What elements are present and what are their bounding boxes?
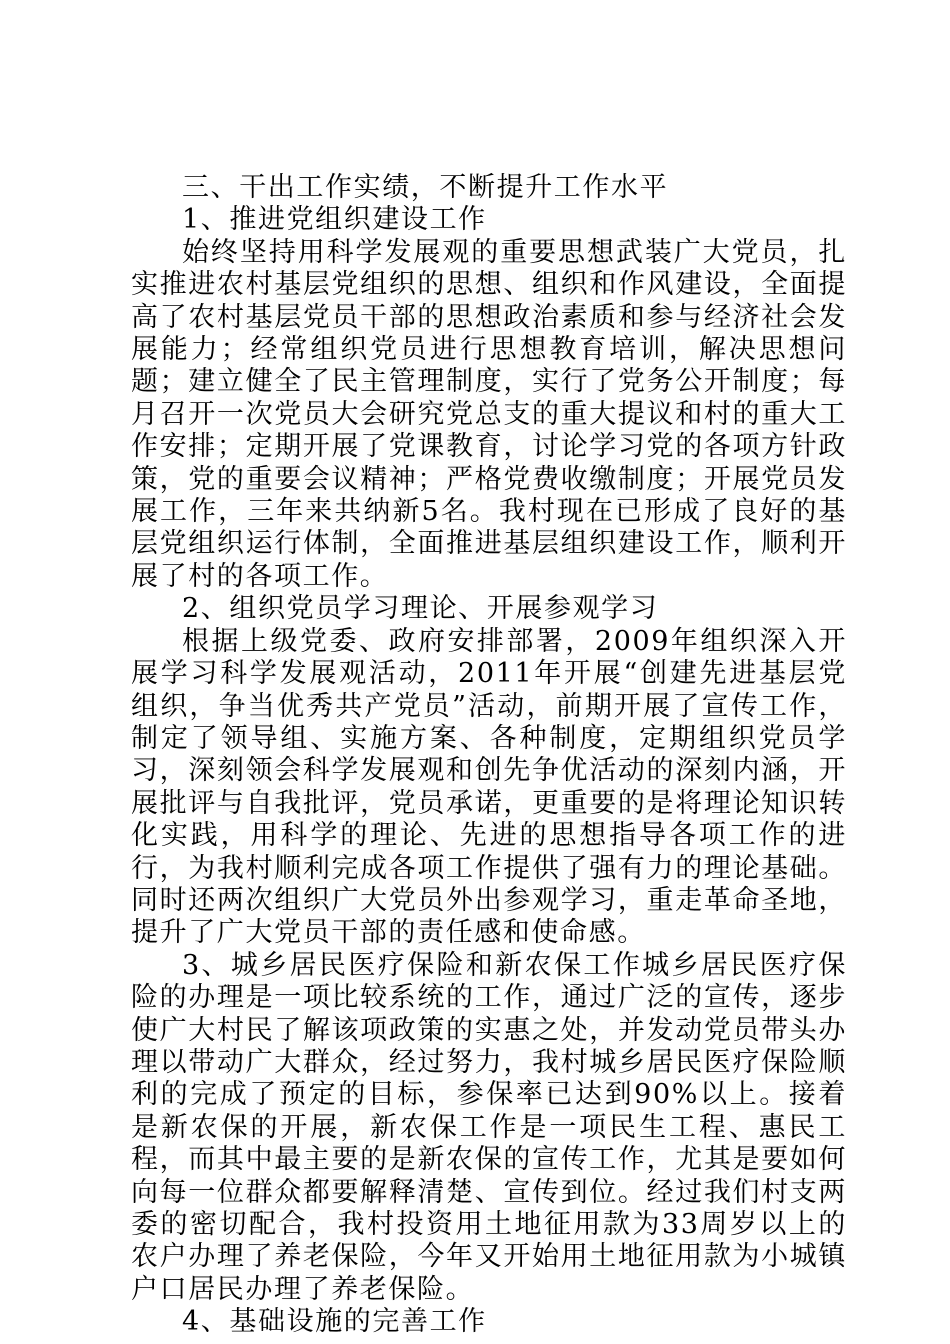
body-paragraph-2: 根据上级党委、政府安排部署，2009年组织深入开展学习科学发展观活动，2011年开展“创建先进基层党组织，争当优秀共产党员”活动，前期开展了宣传工作，制定了领导组、实施方案、各种制度，定期组织党员学习，深刻领会科学发展观和创先争优活动的深刻内涵，开展批评与自我批评，党员承诺，更重要的是将理论知识转化实践，用科学的理论、先进的思想指导各项工作的进行，为我村顺利完成各项工作提供了强有力的理论基础。同时还两次组织广大党员外出参观学习，重走革命圣地，提升了广大党员干部的责任感和使命感。: [131, 625, 847, 949]
document-body: [131, 172, 847, 1339]
subsection-heading-2: 2、组织党员学习理论、开展参观学习: [182, 593, 659, 625]
subsection-heading-1: 1、推进党组织建设工作: [182, 204, 487, 236]
body-paragraph-1: 始终坚持用科学发展观的重要思想武装广大党员，扎实推进农村基层党组织的思想、组织和作风建设，全面提高了农村基层党员干部的思想政治素质和参与经济社会发展能力；经常组织党员进行思想教育培训，解决思想问题；建立健全了民主管理制度，实行了党务公开制度；每月召开一次党员大会研究党总支的重大提议和村的重大工作安排；定期开展了党课教育，讨论学习党的各项方针政策，党的重要会议精神；严格党费收缴制度；开展党员发展工作，三年来共纳新5名。我村现在已形成了良好的基层党组织运行体制，全面推进基层组织建设工作，顺利开展了村的各项工作。: [131, 236, 847, 592]
section-heading: 三、干出工作实绩，不断提升工作水平: [182, 172, 669, 203]
subsection-heading-4: 4、基础设施的完善工作: [182, 1306, 487, 1338]
body-paragraph-3: 3、城乡居民医疗保险和新农保工作城乡居民医疗保险的办理是一项比较系统的工作，通过广泛的宣传，逐步使广大村民了解该项政策的实惠之处，并发动党员带头办理以带动广大群众，经过努力，我村城乡居民医疗保险顺利的完成了预定的目标，参保率已达到90%以上。接着是新农保的开展，新农保工作是一项民生工程、惠民工程，而其中最主要的是新农保的宣传工作，尤其是要如何向每一位群众都要解释清楚、宣传到位。经过我们村支两委的密切配合，我村投资用土地征用款为33周岁以上的农户办理了养老保险，今年又开始用土地征用款为小城镇户口居民办理了养老保险。: [131, 949, 847, 1305]
